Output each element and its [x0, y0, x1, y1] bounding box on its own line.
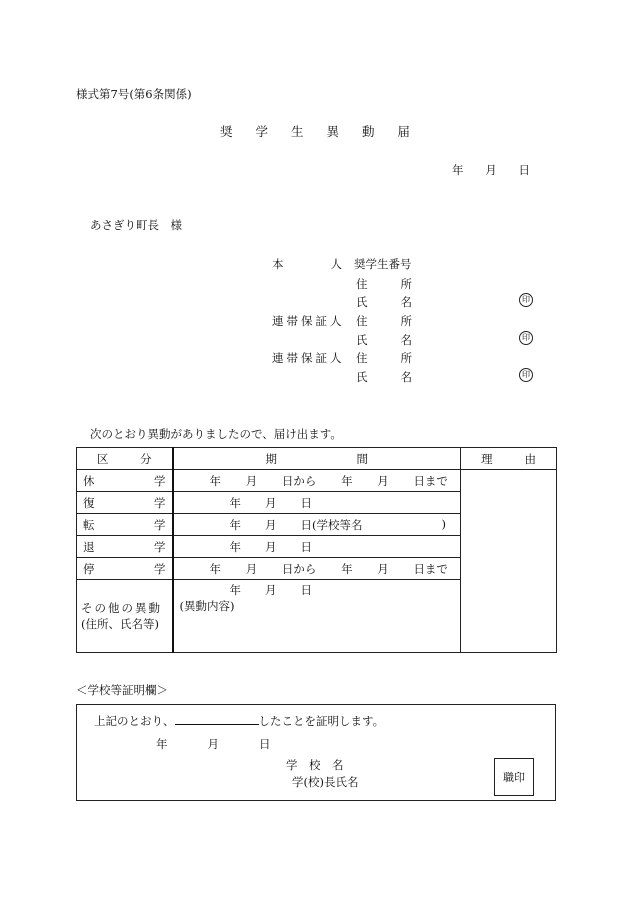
category-cell: 休 学 [77, 470, 173, 492]
self-label-char: 本 [272, 257, 284, 271]
date-day: 日 [518, 163, 530, 177]
label-char: 住 [356, 351, 368, 365]
guarantor-1-address-label [356, 313, 412, 329]
label-char: 名 [400, 295, 412, 309]
category-cell-other: その他の異動 (住所、氏名等) [77, 580, 173, 653]
reason-cell[interactable] [461, 470, 557, 653]
label-char: 名 [400, 370, 412, 384]
date-month: 月 [485, 163, 497, 177]
period-cell[interactable]: 年 月 日 [173, 492, 461, 514]
category-cell: 退 学 [77, 536, 173, 558]
certificate-statement: 上記のとおり、 したことを証明します。 [94, 714, 385, 728]
addressee: あさぎり町長 様 [90, 218, 182, 232]
self-label-char: 人 [330, 257, 342, 271]
principal-name-label: 学(校)長氏名 [292, 775, 359, 789]
title-char: 動 [361, 124, 375, 139]
category-cell: 停 学 [77, 558, 173, 580]
header-reason: 理 由 [461, 448, 557, 470]
category-cell: 復 学 [77, 492, 173, 514]
form-number: 様式第7号(第6条関係) [76, 87, 192, 101]
blank-line[interactable] [175, 713, 259, 725]
label-char: 所 [400, 351, 412, 365]
label-char: 氏 [356, 295, 368, 309]
self-label [272, 256, 342, 272]
change-table [76, 447, 557, 653]
guarantor-1-label: 連帯保証人 [272, 314, 345, 328]
title-char: 届 [397, 124, 410, 139]
student-number-label: 奨学生番号 [354, 257, 412, 271]
seal-icon: 印 [519, 331, 533, 345]
title-char: 生 [290, 124, 304, 139]
self-name-label [356, 294, 412, 310]
title-char: 奨 [220, 124, 233, 139]
label-char: 所 [400, 314, 412, 328]
label-char: 氏 [356, 333, 368, 347]
official-stamp-box [494, 758, 534, 796]
guarantor-2-label: 連帯保証人 [272, 351, 345, 365]
intro-text: 次のとおり異動がありましたので、届け出ます。 [90, 427, 342, 441]
label-char: 住 [356, 314, 368, 328]
period-cell[interactable]: 年 月 日(学校等名 ) [173, 514, 461, 536]
title-char: 異 [326, 124, 339, 139]
certificate-heading: ＜学校等証明欄＞ [76, 683, 168, 697]
label-char: 氏 [356, 370, 368, 384]
submission-date [452, 162, 530, 178]
table-row [77, 470, 557, 492]
official-stamp-label: 職印 [503, 771, 525, 784]
self-address-label [356, 276, 412, 292]
table-header-row [77, 448, 557, 470]
period-cell-other[interactable]: 年 月 日 (異動内容) [173, 580, 461, 653]
guarantor-2-address-label [356, 350, 412, 366]
guarantor-2-name-label [356, 369, 412, 385]
document-title [220, 122, 410, 140]
change-content-label: (異動内容) [179, 599, 235, 613]
date-year: 年 [452, 163, 464, 177]
category-cell: 転 学 [77, 514, 173, 536]
school-name-label: 学 校 名 [286, 758, 344, 772]
title-char: 学 [255, 124, 268, 139]
label-char: 所 [400, 277, 412, 291]
certificate-date: 年 月 日 [156, 737, 271, 751]
label-char: 名 [400, 333, 412, 347]
seal-icon: 印 [519, 293, 533, 307]
header-period: 期 間 [173, 448, 461, 470]
label-char: 住 [356, 277, 368, 291]
period-cell[interactable]: 年 月 日から 年 月 日まで [173, 558, 461, 580]
seal-icon: 印 [519, 368, 533, 382]
period-cell[interactable]: 年 月 日から 年 月 日まで [173, 470, 461, 492]
header-category: 区 分 [77, 448, 173, 470]
guarantor-1-name-label [356, 332, 412, 348]
period-cell[interactable]: 年 月 日 [173, 536, 461, 558]
